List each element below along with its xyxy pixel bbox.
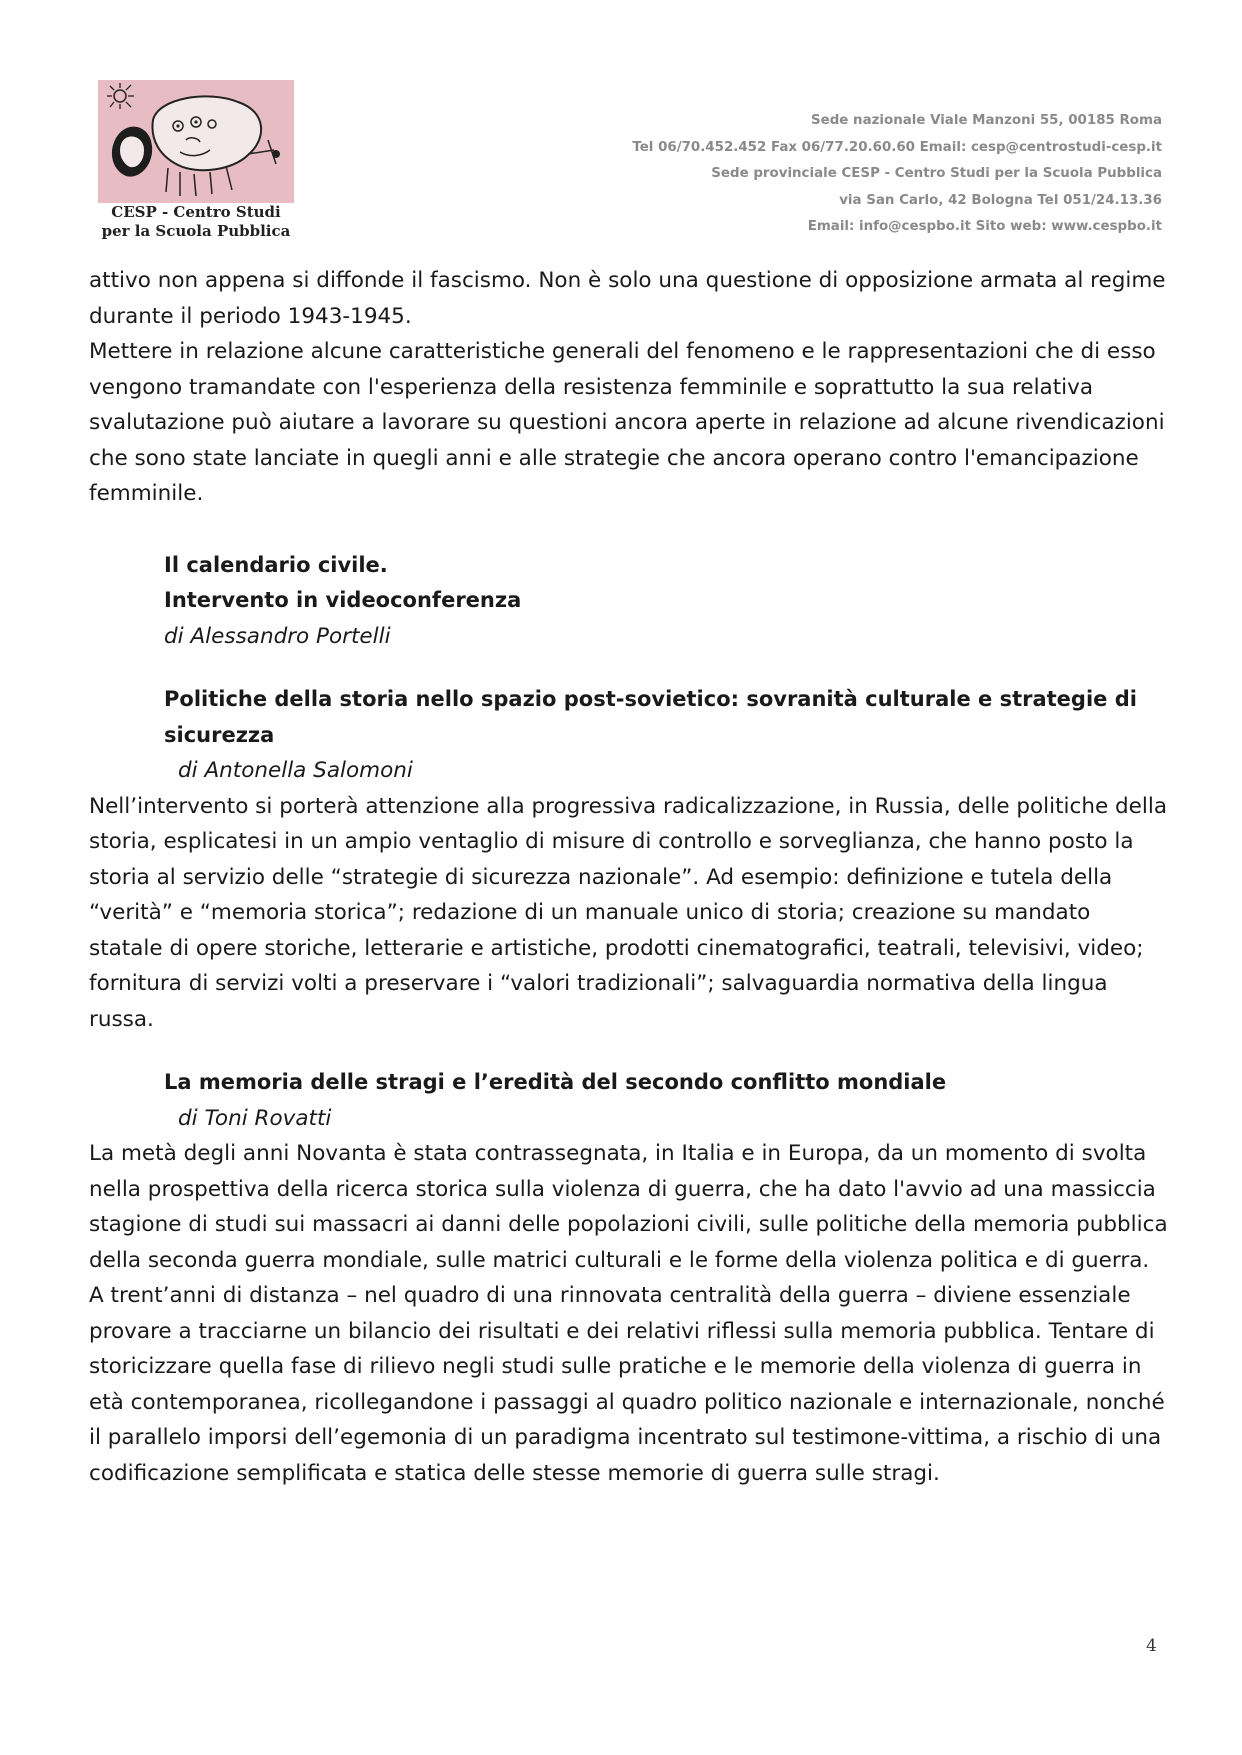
section-title: La memoria delle stragi e l’eredità del secondo conflitto mondiale xyxy=(164,1070,947,1094)
section-body: Nell’intervento si porterà attenzione alla progressiva radicalizzazione, in Russia, delle politiche della storia, esplicatesi in un ampio ventaglio di misure di controllo e sorveglianza, che hanno posto la storia al servizio delle “strategie di sicurezza nazionale”. Ad esempio: definizione e tutela della “verità” e “memoria storica”; redazione di un manuale unico di storia; creazione su mandato statale di opere storiche, letterarie e artistiche, prodotti cinematografici, teatrali, televisivi, video; fornitura di servizi volti a preservare i “valori tradizionali”; salvaguardia normativa della lingua russa. xyxy=(89,793,1168,1032)
header-line-email-web: Email: info@cespbo.it Sito web: www.cespbo.it xyxy=(807,219,1162,234)
logo-text xyxy=(98,203,294,241)
logo-text-line1: CESP - Centro Studi xyxy=(111,203,281,221)
child-drawing-icon xyxy=(98,80,294,203)
cesp-logo xyxy=(98,80,294,242)
intro-paragraph-1: attivo non appena si diffonde il fascismo. Non è solo una questione di opposizione armata al regime durante il periodo 1943-1945. xyxy=(89,268,1166,329)
section-author: di Antonella Salomoni xyxy=(178,758,413,783)
section-title: Politiche della storia nello spazio post-sovietico: sovranità culturale e strategie di sicurezza xyxy=(164,687,1137,747)
header-contact-info xyxy=(632,108,1162,241)
header-line-telefono: Tel 06/70.452.452 Fax 06/77.20.60.60 Email: cesp@centrostudi-cesp.it xyxy=(632,139,1162,155)
document-body xyxy=(89,263,1169,1491)
section-author: di Alessandro Portelli xyxy=(164,623,391,649)
page-number: 4 xyxy=(1146,1636,1157,1656)
logo-text-line2: per la Scuola Pubblica xyxy=(101,222,291,240)
header-line-indirizzo: via San Carlo, 42 Bologna Tel 051/24.13.36 xyxy=(839,192,1162,208)
section-subtitle: Intervento in videoconferenza xyxy=(164,588,522,612)
header-line-sede-provinciale: Sede provinciale CESP - Centro Studi per la Scuola Pubblica xyxy=(711,166,1162,181)
section-politiche-della-storia xyxy=(89,682,1169,1037)
section-body: La metà degli anni Novanta è stata contrassegnata, in Italia e in Europa, da un momento di svolta nella prospettiva della ricerca storica sulla violenza di guerra, che ha dato l'avvio ad una massiccia stagione di studi sui massacri ai danni delle popolazioni civili, sulle politiche della memoria pubblica della seconda guerra mondiale, sulle matrici culturali e le forme della violenza politica e di guerra. A trent’anni di distanza – nel quadro di una rinnovata centralità della guerra – diviene essenziale provare a tracciarne un bilancio dei risultati e dei relativi riflessi sulla memoria pubblica. Tentare di storicizzare quella fase di rilievo negli studi sulle pratiche e le memorie della violenza di guerra in età contemporanea, ricollegandone i passaggi al quadro politico nazionale e internazionale, nonché il parallelo imporsi dell’egemonia di un paradigma incentrato sul testimone-vittima, a rischio di una codificazione semplificata e statica delle stesse memorie di guerra sulle stragi. xyxy=(89,1141,1168,1486)
intro-paragraph-2: Mettere in relazione alcune caratteristiche generali del fenomeno e le rappresentazioni che di esso vengono tramandate con l'esperienza della resistenza femminile e soprattutto la sua relativa svalutazione può aiutare a lavorare su questioni ancora aperte in relazione ad alcune rivendicazioni che sono state lanciate in quegli anni e alle strategie che ancora operano contro l'emancipazione femminile. xyxy=(89,339,1165,506)
section-title: Il calendario civile. xyxy=(164,552,388,577)
section-calendario-civile xyxy=(89,548,1169,655)
logo-drawing xyxy=(98,80,294,203)
header-line-sede-nazionale: Sede nazionale Viale Manzoni 55, 00185 Roma xyxy=(810,113,1162,128)
section-memoria-delle-stragi xyxy=(89,1065,1169,1491)
section-author: di Toni Rovatti xyxy=(178,1105,332,1131)
